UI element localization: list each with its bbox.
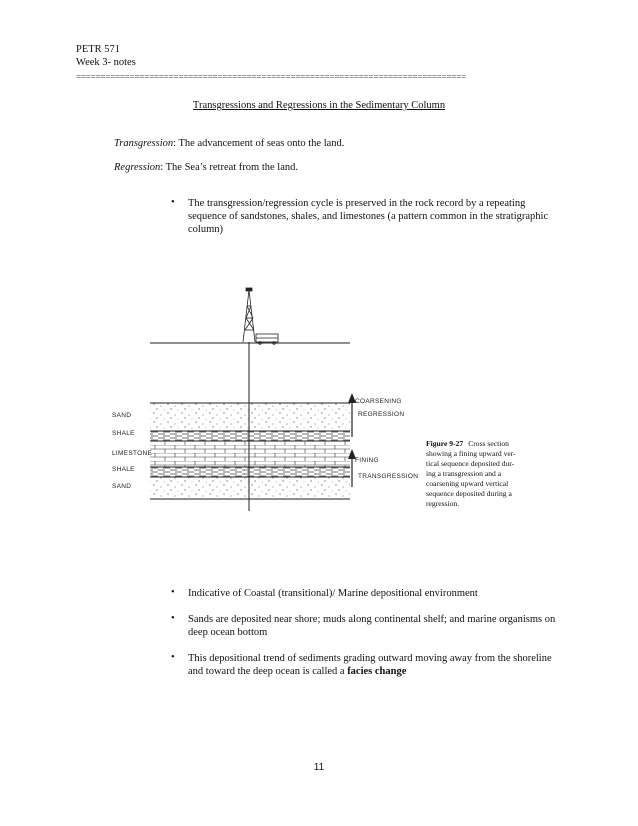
- label-coarsening: COARSENING: [355, 398, 402, 405]
- bullet-text-cycle: [188, 197, 568, 236]
- bullet-icon: •: [171, 652, 175, 663]
- cross-section-diagram: [110, 285, 560, 525]
- line: Indicative of Coastal (transitional)/ Marine depositional environment: [188, 588, 478, 599]
- course-code: PETR 571: [76, 44, 121, 55]
- page-title-text: Transgressions and Regressions in the Sedimentary Column: [192, 100, 446, 111]
- figure-caption-line-6: sequence deposited during a: [426, 489, 512, 498]
- page-number: 11: [313, 762, 325, 773]
- figure-caption-line-4: ing a transgression and a: [426, 469, 502, 478]
- bullet-icon: •: [171, 587, 175, 598]
- figure-caption-line-3: tical sequence deposited dur-: [426, 459, 515, 468]
- separator-line: ================================================================================: [76, 72, 467, 82]
- label-limestone: LIMESTONE: [112, 450, 153, 457]
- label-transgression: TRANSGRESSION: [358, 473, 419, 480]
- line: deep ocean bottom: [188, 627, 268, 638]
- limestone-layer: [150, 441, 350, 467]
- figure-caption-line-7: regression.: [426, 499, 460, 508]
- label-regression: REGRESSION: [358, 411, 405, 418]
- figure-caption-line-5: coarsening upward vertical: [426, 479, 509, 488]
- line: Sands are deposited near shore; muds along continental shelf; and marine organisms on: [188, 614, 556, 625]
- definition-regression: [114, 162, 298, 173]
- label-fining: FINING: [355, 457, 379, 464]
- label-shale-lower: SHALE: [112, 466, 135, 473]
- line: sequence of sandstones, shales, and limestones (a pattern common in the stratigraphic: [188, 211, 549, 222]
- label-shale-upper: SHALE: [112, 430, 135, 437]
- bullet-icon: •: [171, 197, 175, 208]
- oil-derrick: [243, 288, 278, 344]
- line: [188, 665, 568, 678]
- term-transgression: Transgression: [114, 138, 174, 149]
- cross-section-figure: [110, 285, 560, 525]
- line-text: and toward the deep ocean is called a: [188, 666, 348, 677]
- label-sand-lower: SAND: [112, 483, 132, 490]
- definition-text: : The Sea’s retreat from the land.: [160, 162, 298, 173]
- figure-caption-line-2: showing a fining upward ver-: [426, 449, 516, 458]
- definition-text: : The advancement of seas onto the land.: [173, 138, 345, 149]
- week-label: Week 3- notes: [76, 57, 136, 68]
- line: The transgression/regression cycle is preserved in the rock record by a repeating: [188, 198, 526, 209]
- line: This depositional trend of sediments grading outward moving away from the shoreline: [188, 653, 552, 664]
- bullet-text-facies: [188, 652, 568, 678]
- bullet-text-deposition: [188, 613, 568, 639]
- line: column): [188, 224, 223, 235]
- definition-transgression: [114, 138, 344, 149]
- figure-caption-line-1: [426, 439, 509, 448]
- shale-layer-upper: [150, 431, 350, 441]
- term-regression: Regression: [114, 162, 161, 173]
- label-sand-upper: SAND: [112, 412, 132, 419]
- facies-change-term: facies change: [347, 666, 407, 677]
- figure-label: Figure 9-27: [426, 439, 464, 448]
- caption-text: Cross section: [468, 439, 509, 448]
- page-title: [0, 100, 638, 111]
- bullet-text-environment: [188, 587, 568, 600]
- shale-layer-lower: [150, 467, 350, 477]
- sand-layer-lower: [150, 477, 350, 499]
- bullet-icon: •: [171, 613, 175, 624]
- sand-layer-upper: [150, 403, 350, 431]
